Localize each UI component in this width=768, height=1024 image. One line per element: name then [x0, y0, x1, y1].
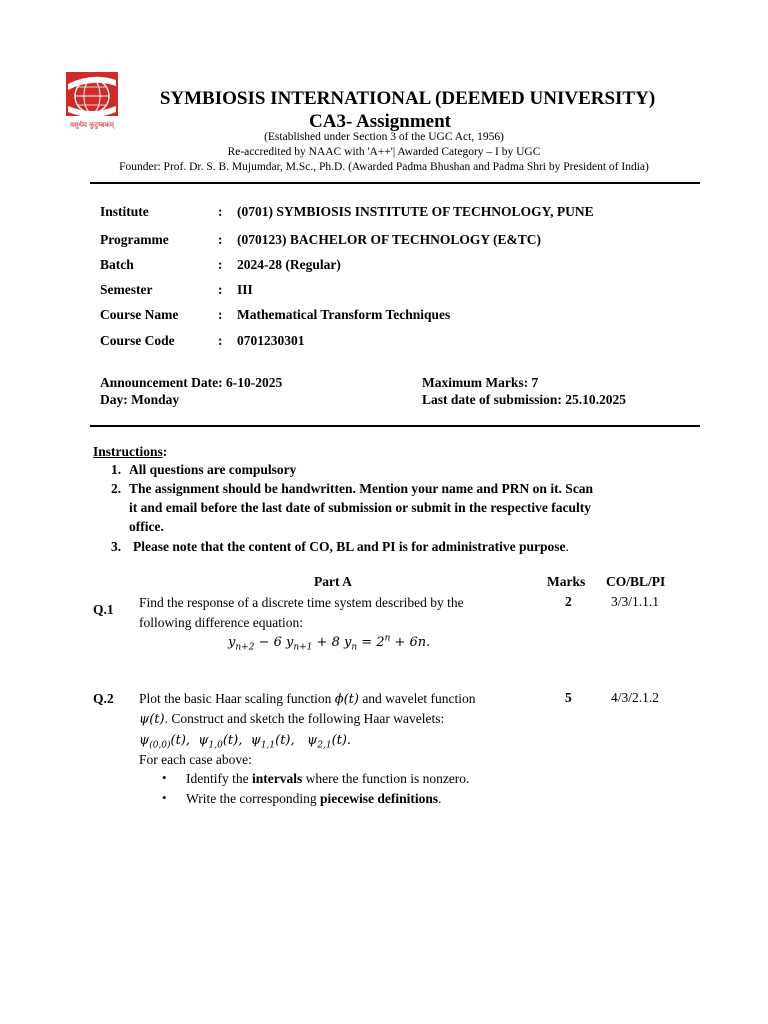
question-1-line-2: following difference equation: — [139, 615, 303, 630]
instruction-1: All questions are compulsory — [129, 462, 297, 477]
info-label-institute: Institute — [100, 204, 149, 219]
instruction-2-line-2: it and email before the last date of submission or submit in the respective faculty — [129, 500, 591, 515]
instruction-2-number: 2. — [111, 481, 122, 496]
info-colon: : — [218, 307, 223, 322]
bullet-icon: • — [162, 770, 167, 785]
info-value-institute: (0701) SYMBIOSIS INSTITUTE OF TECHNOLOGY, PUNE — [237, 204, 594, 219]
info-value-programme: (070123) BACHELOR OF TECHNOLOGY (E&TC) — [237, 232, 542, 247]
info-colon: : — [218, 333, 223, 348]
instruction-1-number: 1. — [111, 462, 122, 477]
accreditation-line: Re-accredited by NAAC with 'A++'| Awarded Category – I by UGC — [227, 146, 541, 158]
info-label-batch: Batch — [100, 257, 134, 272]
question-1-equation — [228, 633, 458, 653]
question-2-line-1: Plot the basic Haar scaling function ϕ(t) and wavelet function — [139, 691, 476, 707]
logo-tagline: वसुधैव कुटुम्बकम् — [70, 121, 114, 129]
marks-column-header: Marks — [547, 574, 586, 589]
question-2-bullet-2: Write the corresponding piecewise definitions. — [186, 791, 442, 806]
question-1-line-1: Find the response of a discrete time system described by the — [139, 595, 464, 610]
maximum-marks: Maximum Marks: 7 — [422, 375, 539, 390]
info-colon: : — [218, 232, 223, 247]
info-colon: : — [218, 282, 223, 297]
instruction-3: Please note that the content of CO, BL and PI is for administrative purpose. — [133, 539, 569, 554]
announcement-date: Announcement Date: 6-10-2025 — [100, 375, 283, 390]
question-2-marks: 5 — [565, 690, 572, 705]
part-heading: Part A — [314, 574, 352, 589]
last-submission-date: Last date of submission: 25.10.2025 — [422, 392, 627, 407]
psi-symbol: ψ(t) — [139, 712, 165, 727]
question-2-bullet-1: Identify the intervals where the function is nonzero. — [186, 771, 470, 786]
question-2-co: 4/3/2.1.2 — [611, 690, 660, 705]
info-label-course-name: Course Name — [100, 307, 179, 322]
question-2-line-2: ψ(t). Construct and sketch the following Haar wavelets: — [139, 711, 445, 727]
founder-line: Founder: Prof. Dr. S. B. Mujumdar, M.Sc., Ph.D. (Awarded Padma Bhushan and Padma Shri by President of India) — [119, 161, 649, 173]
question-2-line-4: For each case above: — [139, 752, 252, 767]
info-value-batch: 2024-28 (Regular) — [237, 257, 341, 272]
header-divider — [90, 182, 700, 184]
assignment-title: CA3- Assignment — [309, 111, 451, 132]
instructions-heading: Instructions: — [93, 444, 168, 459]
haar-wavelets: $\psi_{(0,0)}(t)$, $\psi_{1,0}(t)$, $\psi_{1,1}(t)$, $\psi_{2,1}(t)$. — [139, 733, 352, 751]
established-line: (Established under Section 3 of the UGC Act, 1956) — [264, 131, 504, 143]
question-number: Q.1 — [93, 602, 114, 617]
announcement-day: Day: Monday — [100, 392, 180, 407]
info-colon: : — [218, 204, 223, 219]
question-1-co: 3/3/1.1.1 — [611, 594, 660, 609]
phi-symbol: ϕ(t) — [334, 692, 359, 707]
university-name: SYMBIOSIS INTERNATIONAL (DEEMED UNIVERSITY) — [159, 88, 656, 109]
info-value-semester: III — [237, 282, 253, 297]
bullet-icon: • — [162, 790, 167, 805]
info-value-course-name: Mathematical Transform Techniques — [237, 307, 451, 322]
info-value-course-code: 0701230301 — [237, 333, 305, 348]
university-logo-icon — [64, 70, 120, 128]
difference-equation: $y_{n+2} - 6$ $y_{n+1} + 8$ $y_n = 2^n + 6n$. — [228, 633, 431, 653]
info-label-semester: Semester — [100, 282, 153, 297]
meta-divider — [90, 425, 700, 427]
instruction-3-number: 3. — [111, 539, 122, 554]
info-label-course-code: Course Code — [100, 333, 175, 348]
instruction-2-line-3: office. — [129, 519, 164, 534]
co-bl-pi-column-header: CO/BL/PI — [606, 574, 666, 589]
instruction-2-line-1: The assignment should be handwritten. Mention your name and PRN on it. Scan — [129, 481, 594, 496]
question-2-wavelet-list — [139, 731, 351, 751]
info-label-programme: Programme — [100, 232, 169, 247]
info-colon: : — [218, 257, 223, 272]
question-1-marks: 2 — [565, 594, 572, 609]
question-number: Q.2 — [93, 691, 114, 706]
